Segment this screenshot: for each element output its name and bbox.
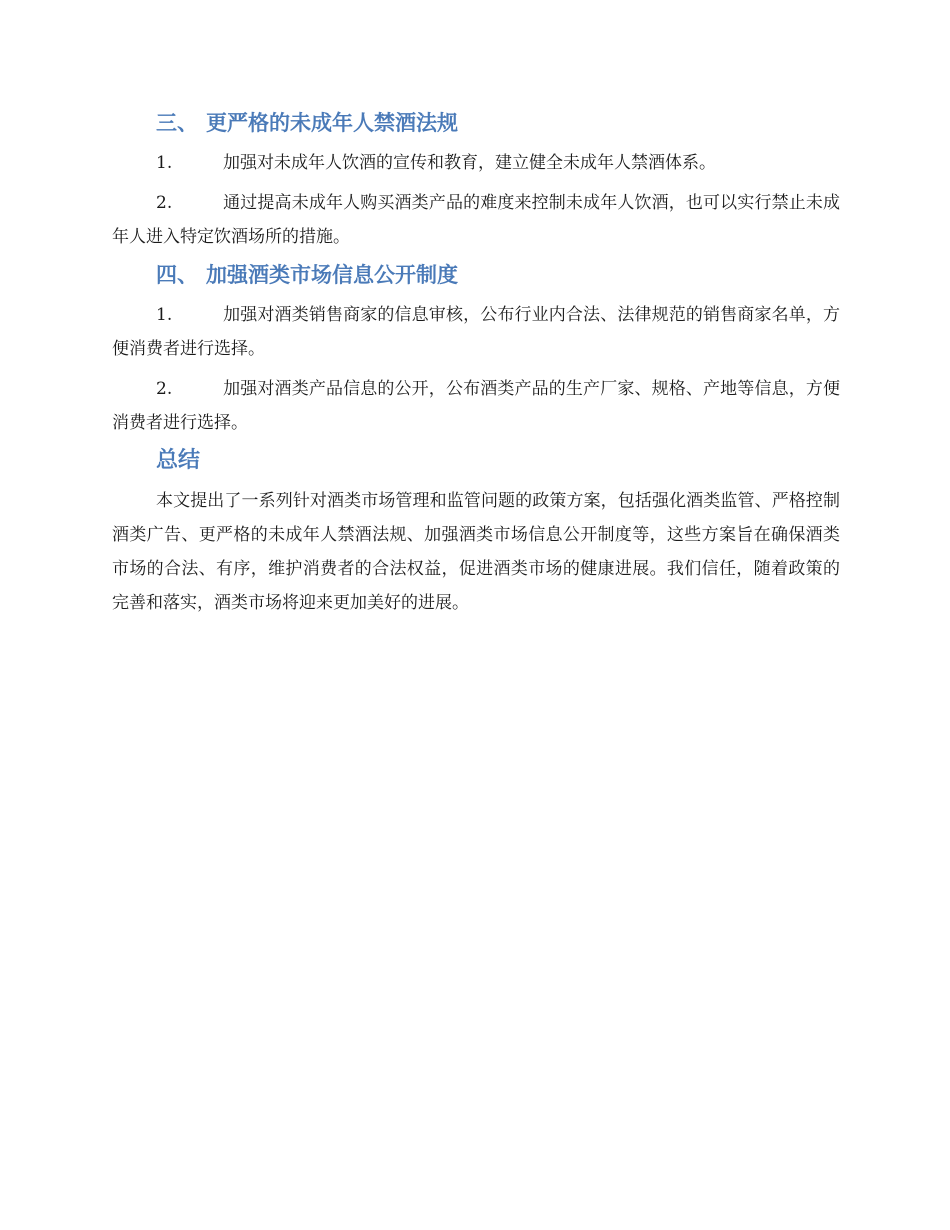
list-item-number: 2. (156, 193, 173, 213)
section-number: 三、 (156, 111, 198, 135)
list-item-text: 加强对酒类销售商家的信息审核，公布行业内合法、法律规范的销售商家名单，方便消费者进行选择。 (112, 305, 840, 359)
list-item (112, 186, 840, 254)
list-item-number: 2. (156, 379, 173, 399)
list-item-text: 加强对酒类产品信息的公开，公布酒类产品的生产厂家、规格、产地等信息，方便消费者进行选择。 (112, 379, 840, 433)
section-number: 四、 (156, 263, 198, 287)
list-item (112, 372, 840, 440)
list-item-text: 加强对未成年人饮酒的宣传和教育，建立健全未成年人禁酒体系。 (223, 153, 716, 173)
list-item-number: 1. (156, 305, 173, 325)
list-item-text: 通过提高未成年人购买酒类产品的难度来控制未成年人饮酒，也可以实行禁止未成年人进入特定饮酒场所的措施。 (112, 193, 840, 247)
section-title: 加强酒类市场信息公开制度 (206, 263, 458, 287)
section-heading-4 (112, 258, 840, 292)
list-item (112, 146, 840, 180)
document-content (112, 106, 840, 620)
summary-paragraph: 本文提出了一系列针对酒类市场管理和监管问题的政策方案，包括强化酒类监管、严格控制酒类广告、更严格的未成年人禁酒法规、加强酒类市场信息公开制度等，这些方案旨在确保酒类市场的合法、有序，维护消费者的合法权益，促进酒类市场的健康进展。我们信任，随着政策的完善和落实，酒类市场将迎来更加美好的进展。 (112, 491, 840, 613)
list-item-number: 1. (156, 153, 173, 173)
section-title: 更严格的未成年人禁酒法规 (206, 111, 458, 135)
summary-heading: 总结 (156, 448, 201, 473)
section-heading-3 (112, 106, 840, 140)
list-item (112, 298, 840, 366)
